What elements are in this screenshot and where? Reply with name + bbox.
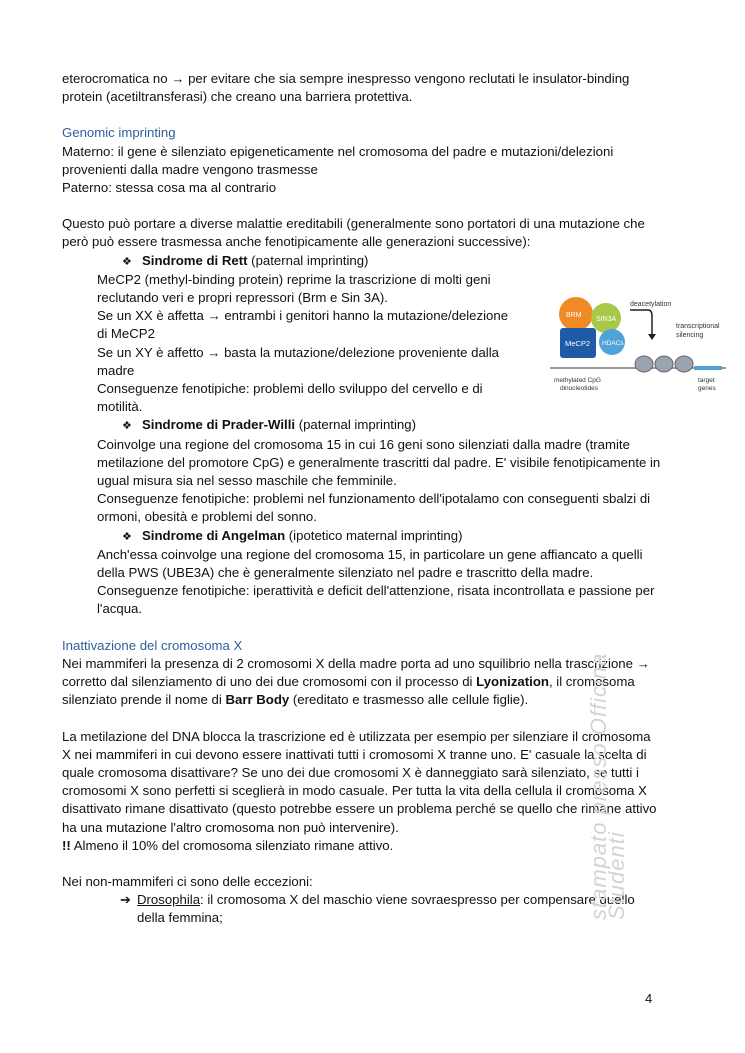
imprinting-maternal: Materno: il gene è silenziato epigeneticamente nel cromosoma del padre e mutazioni/delezioni provenienti dalla madre vengono trasmesse bbox=[62, 143, 614, 177]
warning-mark: !! bbox=[62, 837, 71, 853]
angelman-type: (ipotetico maternal imprinting) bbox=[285, 527, 463, 543]
drosophila-item bbox=[62, 891, 662, 927]
angelman-line-2: Conseguenze fenotipiche: iperattività e deficit dell'attenzione, risata incontrollata e passione per l'acqua. bbox=[97, 583, 655, 617]
rett-title bbox=[62, 252, 662, 271]
silencing-label-2: silencing bbox=[676, 332, 704, 339]
lyon-text-c: (ereditato e trasmesso alle cellule figlie). bbox=[289, 692, 529, 708]
arrow-head-icon bbox=[648, 334, 656, 340]
imprinting-paternal: Paterno: stessa cosa ma al contrario bbox=[62, 180, 277, 196]
silencing-label-1: transcriptional bbox=[676, 323, 720, 330]
rett-line-1: MeCP2 (methyl-binding protein) reprime la trascrizione di molti geni reclutando veri e propri repressori (Brm e Sin 3A). bbox=[97, 271, 491, 306]
lyon-text-b: , il cromosoma silenziato prende il nome di bbox=[62, 674, 635, 708]
page-number: 4 bbox=[645, 991, 653, 1006]
mecp2-silencing-figure bbox=[548, 290, 728, 400]
paragraph-insulator: eterocromatica no → per evitare che sia sempre inespresso vengono reclutati le insulator-binding protein (acetiltransferasi) che creano una barriera protettiva. bbox=[62, 71, 630, 105]
diseases-intro: Questo può portare a diverse malattie ereditabili (generalmente sono portatori di una mutazione che però può essere trasmessa anche fenotipicamente alle generazioni successive): bbox=[62, 216, 645, 250]
barr-body-term: Barr Body bbox=[225, 692, 290, 708]
prader-title bbox=[62, 416, 662, 435]
mecp2-label: MeCP2 bbox=[565, 339, 591, 348]
rett-name: Sindrome di Rett bbox=[142, 252, 248, 268]
paragraph-lyonization bbox=[62, 655, 662, 710]
lyon-text-a: Nei mammiferi la presenza di 2 cromosomi X della madre porta ad uno squilibrio nella trascrizione → corretto dal silenziamento di uno dei due cromosomi con il processo di bbox=[62, 655, 650, 690]
target-gene-bar bbox=[694, 366, 722, 370]
rett-type: (paternal imprinting) bbox=[247, 252, 369, 268]
cpg-label-2: dinucleotides bbox=[560, 385, 598, 392]
diamond-bullet-icon: ❖ bbox=[122, 255, 132, 268]
deacetylation-arrow bbox=[630, 310, 652, 336]
nucleosome-3 bbox=[675, 356, 693, 372]
heading-genomic-imprinting: Genomic imprinting bbox=[62, 125, 176, 141]
document-body bbox=[62, 70, 662, 928]
cpg-label-1: methylated CpG bbox=[554, 377, 601, 384]
diamond-bullet-icon: ❖ bbox=[122, 420, 132, 433]
prader-type: (paternal imprinting) bbox=[295, 417, 416, 433]
prader-line-2: Conseguenze fenotipiche: problemi nel funzionamento dell'ipotalamo con conseguenti sbalzi di ormoni, obesità e problemi del sonno. bbox=[97, 491, 651, 525]
rett-line-3: Se un XY è affetto → basta la mutazione/delezione proveniente dalla madre bbox=[97, 344, 500, 378]
rett-line-2: Se un XX è affetta → entrambi i genitori hanno la mutazione/delezione di MeCP2 bbox=[97, 308, 509, 342]
angelman-line-1: Anch'essa coinvolge una regione del cromosoma 15, in particolare un gene affiancato a quelli della PWS (UBE3A) che è generalmente silenziato nel padre e trascritto della madre. bbox=[97, 546, 643, 581]
lyonization-term: Lyonization bbox=[476, 674, 549, 690]
deacetylation-label: deacetylation bbox=[630, 301, 672, 308]
drosophila-term: Drosophila bbox=[137, 892, 201, 908]
sin3a-label: SIN3A bbox=[596, 316, 617, 323]
warning-text: Almeno il 10% del cromosoma silenziato rimane attivo. bbox=[70, 837, 394, 853]
nucleosome-2 bbox=[655, 356, 673, 372]
hdacs-label: HDACs bbox=[602, 340, 624, 347]
drosophila-text: : il cromosoma X del maschio viene sovraespresso per compensare quello della femmina; bbox=[137, 892, 635, 926]
angelman-title bbox=[62, 527, 662, 546]
arrow-bullet-icon: ➔ bbox=[120, 892, 132, 908]
nucleosome-1 bbox=[635, 356, 653, 372]
target-label-2: genes bbox=[698, 385, 716, 392]
heading-x-inactivation: Inattivazione del cromosoma X bbox=[62, 637, 243, 653]
paragraph-methylation: La metilazione del DNA blocca la trascrizione ed è utilizzata per esempio per silenziare il cromosoma X nei mammiferi in cui devono essere inattivati tutti i cromosomi X tranne uno. E' casuale la scelta di quale cromosoma disattivare? Se uno dei due cromosomi X è danneggiato sarà silenziato, se tutti i cromosomi X sono perfetti si sceglierà in modo casuale. Per tutta la vita della cellula il cromosoma X disattivato rimane disattivato (questo potrebbe essere un problema perché se quello che rimane attivo ha una mutazione l'altro cromosoma non può intervenire). bbox=[62, 728, 657, 835]
non-mammals-intro: Nei non-mammiferi ci sono delle eccezioni: bbox=[62, 873, 313, 889]
warning-line bbox=[62, 837, 662, 855]
angelman-name: Sindrome di Angelman bbox=[142, 527, 286, 543]
brm-label: BRM bbox=[566, 312, 582, 319]
prader-name: Sindrome di Prader-Willi bbox=[142, 417, 296, 433]
diamond-bullet-icon: ❖ bbox=[122, 530, 132, 543]
target-label-1: target bbox=[698, 377, 715, 384]
watermark: stampato presso Officina Studenti bbox=[586, 652, 630, 920]
rett-line-4: Conseguenze fenotipiche: problemi dello sviluppo del cervello e di motilità. bbox=[97, 381, 483, 415]
prader-line-1: Coinvolge una regione del cromosoma 15 in cui 16 geni sono silenziati dalla madre (tramite metilazione del promotore CpG) e generalmente trascritti dal padre. E' visibile fenotipicamente in ugual misura sia nel sesso maschile che femminile. bbox=[97, 436, 661, 489]
